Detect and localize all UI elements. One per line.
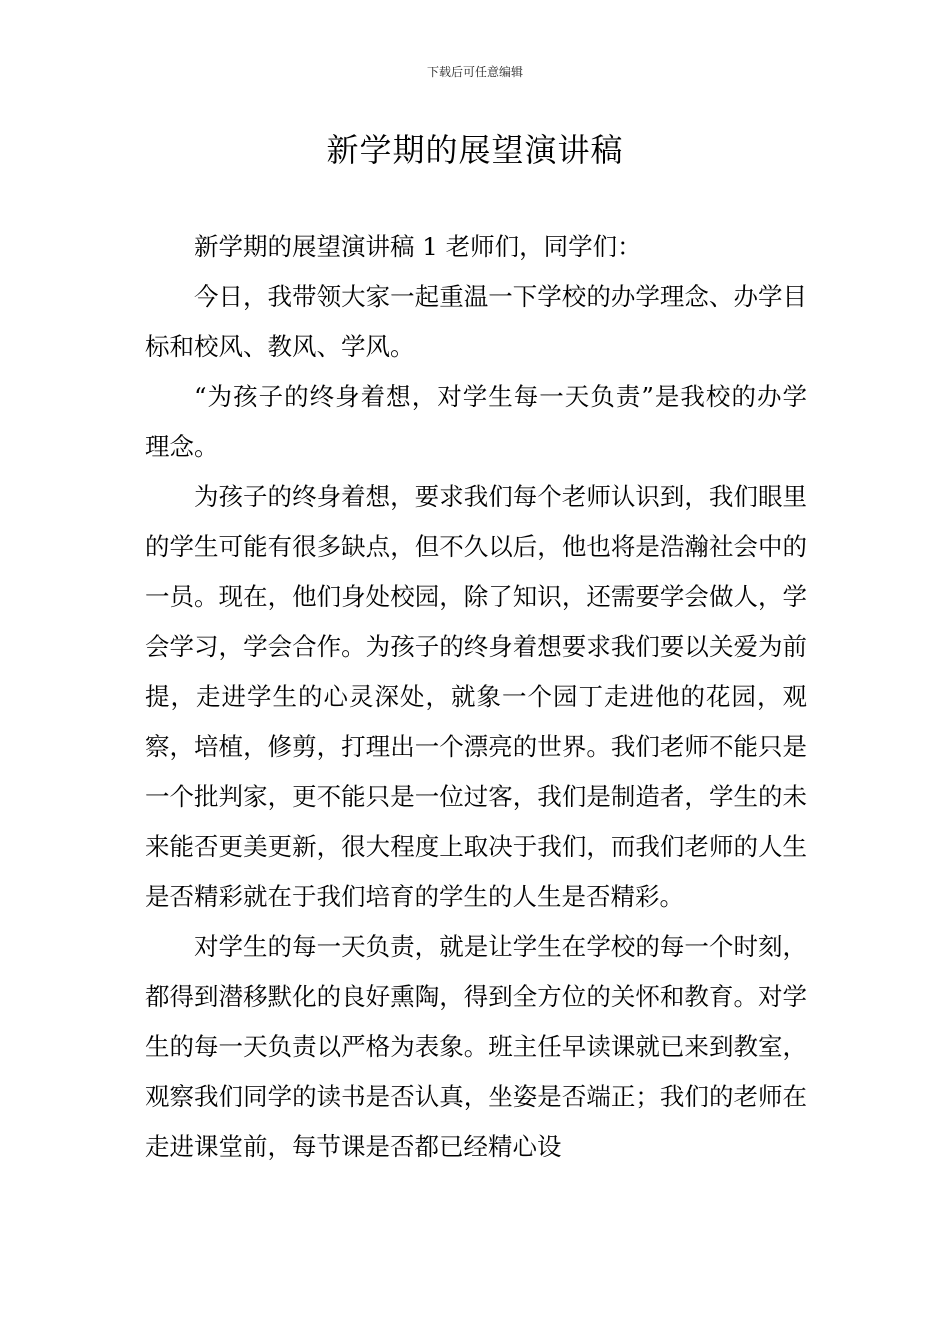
paragraph: “为孩子的终身着想，对学生每一天负责”是我校的办学理念。 — [145, 382, 807, 461]
header-note: 下载后可任意编辑 — [426, 65, 523, 79]
document-title: 新学期的展望演讲稿 — [326, 131, 624, 169]
document-body — [145, 222, 807, 1172]
paragraph: 今日，我带领大家一起重温一下学校的办学理念、办学目标和校风、教风、学风。 — [145, 282, 807, 361]
paragraph: 新学期的展望演讲稿 1 老师们，同学们： — [194, 232, 642, 261]
paragraph: 对学生的每一天负责，就是让学生在学校的每一个时刻，都得到潜移默化的良好熏陶，得到全方位的关怀和教育。对学生的每一天负责以严格为表象。班主任早读课就已来到教室，观察我们同学的读书是否认真，坐姿是否端正；我们的老师在走进课堂前，每节课是否都已经精心设 — [145, 932, 807, 1161]
paragraph: 为孩子的终身着想，要求我们每个老师认识到，我们眼里的学生可能有很多缺点，但不久以后，他也将是浩瀚社会中的一员。现在，他们身处校园，除了知识，还需要学会做人，学会学习，学会合作。为孩子的终身着想要求我们要以关爱为前提，走进学生的心灵深处，就象一个园丁走进他的花园，观察，培植，修剪，打理出一个漂亮的世界。我们老师不能只是一个批判家，更不能只是一位过客，我们是制造者，学生的未来能否更美更新，很大程度上取决于我们，而我们老师的人生是否精彩就在于我们培育的学生的人生是否精彩。 — [145, 482, 807, 911]
